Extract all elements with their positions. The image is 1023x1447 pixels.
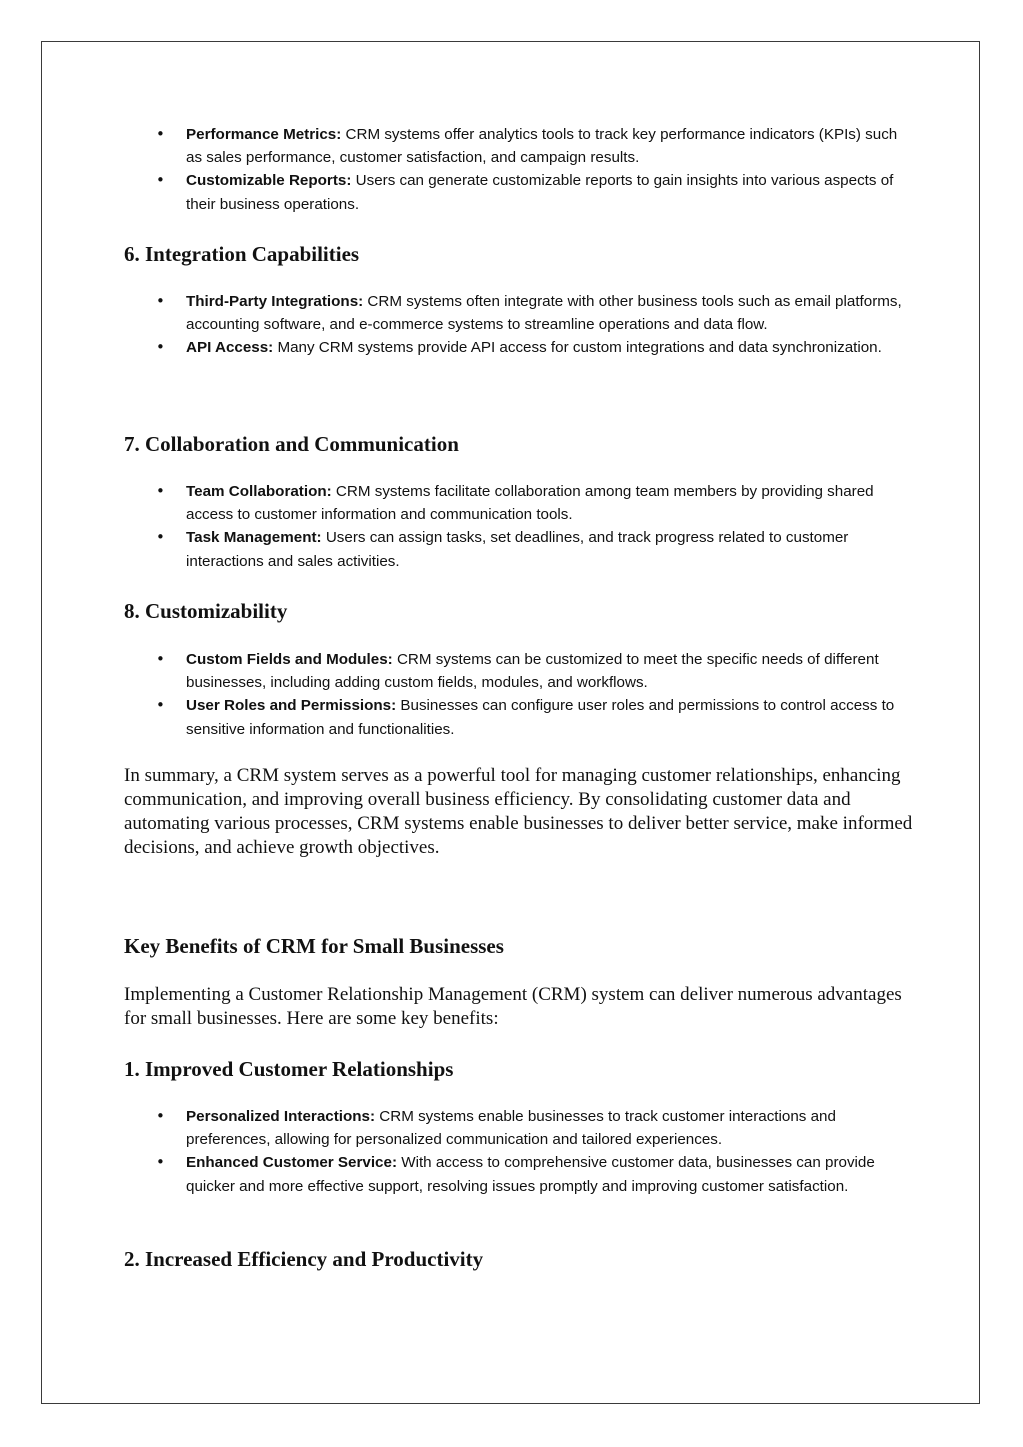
b1-list-block bbox=[124, 1105, 914, 1198]
item-text: Users can assign tasks, set deadlines, and track progress related to customer interactions and sales activities. bbox=[186, 529, 849, 570]
list-item bbox=[124, 290, 914, 336]
s8-bullet-list bbox=[124, 648, 914, 741]
section-heading-customizability: 8. Customizability bbox=[124, 599, 288, 623]
item-term: Third-Party Integrations: bbox=[186, 293, 364, 310]
list-item bbox=[124, 648, 914, 694]
b1-bullet-list bbox=[124, 1105, 914, 1198]
item-text: Many CRM systems provide API access for custom integrations and data synchronization. bbox=[273, 339, 882, 357]
section-heading-improved-relationships: 1. Improved Customer Relationships bbox=[124, 1057, 454, 1081]
list-item bbox=[124, 526, 914, 572]
list-item bbox=[124, 123, 914, 169]
summary-paragraph: In summary, a CRM system serves as a powerful tool for managing customer relationships, enhancing communication, and improving overall business efficiency. By consolidating customer data and automating various processes, CRM systems enable businesses to deliver better service, make informed decisions, and achieve growth objectives. bbox=[124, 765, 913, 858]
s6-list-block bbox=[124, 290, 914, 360]
list-item bbox=[124, 1151, 914, 1197]
s8-list-block bbox=[124, 648, 914, 741]
item-term: Enhanced Customer Service: bbox=[186, 1154, 398, 1172]
item-term: Team Collaboration: bbox=[186, 483, 332, 500]
item-term: User Roles and Permissions: bbox=[186, 697, 397, 715]
item-text: CRM systems often integrate with other business tools such as email platforms, accounting software, and e-commerce systems to streamline operations and data flow. bbox=[186, 293, 902, 334]
item-term: Custom Fields and Modules: bbox=[186, 651, 393, 668]
section-heading-integration: 6. Integration Capabilities bbox=[124, 242, 360, 266]
list-item bbox=[124, 169, 914, 215]
s7-list-block bbox=[124, 480, 914, 573]
item-text: Users can generate customizable reports to gain insights into various aspects of their business operations. bbox=[186, 172, 894, 213]
item-text: CRM systems facilitate collaboration among team members by providing shared access to customer information and communication tools. bbox=[186, 483, 874, 524]
item-term: Personalized Interactions: bbox=[186, 1108, 376, 1125]
list-item bbox=[124, 480, 914, 526]
item-term: Task Management: bbox=[186, 529, 322, 547]
item-term: Customizable Reports: bbox=[186, 172, 352, 190]
item-text: CRM systems can be customized to meet the specific needs of different businesses, including adding custom fields, modules, and workflows. bbox=[186, 651, 879, 692]
s6-bullet-list bbox=[124, 290, 914, 360]
list-item bbox=[124, 694, 914, 740]
benefits-heading: Key Benefits of CRM for Small Businesses bbox=[124, 934, 504, 958]
section-heading-efficiency: 2. Increased Efficiency and Productivity bbox=[124, 1247, 484, 1271]
benefits-intro-paragraph: Implementing a Customer Relationship Management (CRM) system can deliver numerous advantages for small businesses. Here are some key benefits: bbox=[124, 984, 902, 1029]
item-text: Businesses can configure user roles and permissions to control access to sensitive information and functionalities. bbox=[186, 697, 895, 738]
s5-list-block bbox=[124, 123, 914, 216]
item-term: API Access: bbox=[186, 339, 274, 357]
s7-bullet-list bbox=[124, 480, 914, 573]
item-text: CRM systems enable businesses to track customer interactions and preferences, allowing for personalized communication and tailored experiences. bbox=[186, 1108, 836, 1149]
item-term: Performance Metrics: bbox=[186, 126, 342, 143]
list-item bbox=[124, 336, 914, 359]
list-item bbox=[124, 1105, 914, 1151]
item-text: With access to comprehensive customer data, businesses can provide quicker and more effective support, resolving issues promptly and improving customer satisfaction. bbox=[186, 1154, 875, 1195]
s5-bullet-list bbox=[124, 123, 914, 216]
section-heading-collaboration: 7. Collaboration and Communication bbox=[124, 432, 459, 456]
item-text: CRM systems offer analytics tools to track key performance indicators (KPIs) such as sales performance, customer satisfaction, and campaign results. bbox=[186, 126, 898, 167]
